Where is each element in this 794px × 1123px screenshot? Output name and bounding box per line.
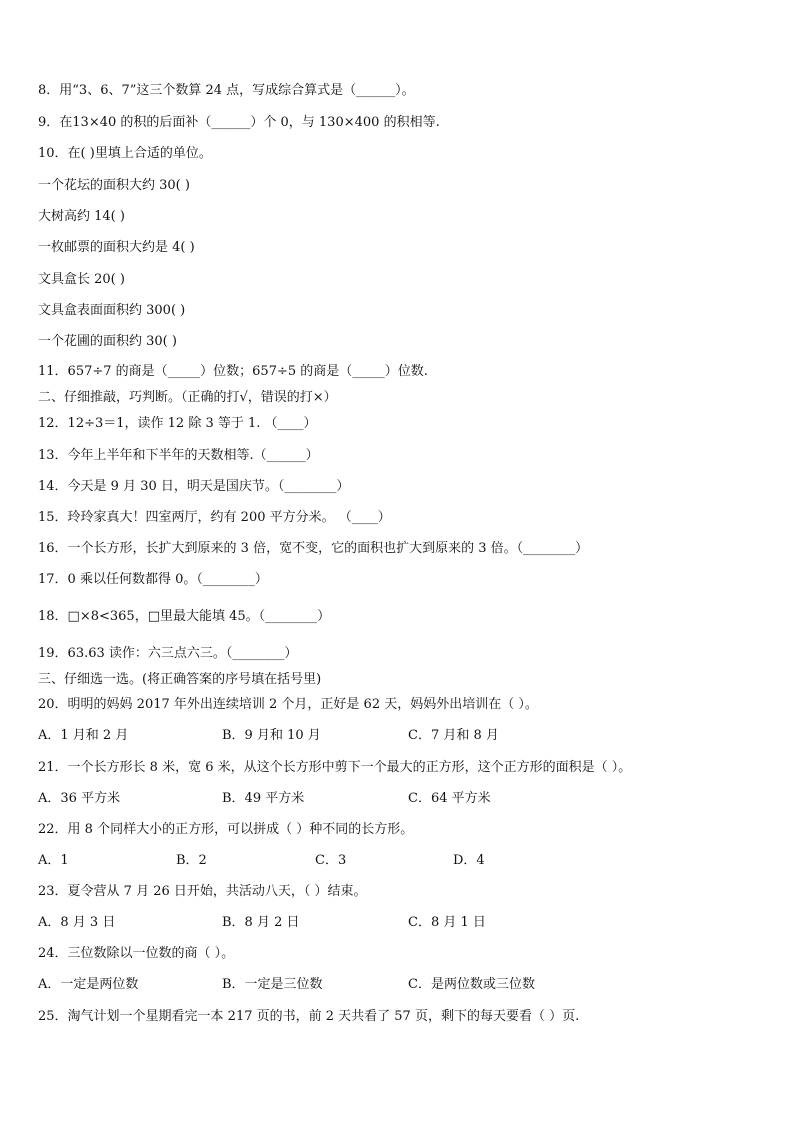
q23-option-a: A．8 月 3 日: [38, 915, 116, 930]
question-10-item-b: 大树高约 14( ): [38, 209, 125, 224]
question-25: 25．淘气计划一个星期看完一本 217 页的书，前 2 天共看了 57 页，剩下的每天要看（ ）页.: [38, 1009, 580, 1024]
q23-option-b: B．8 月 2 日: [222, 915, 300, 930]
section-3-heading: 三、仔细选一选。(将正确答案的序号填在括号里): [38, 672, 322, 687]
question-10-item-d: 文具盒长 20( ): [38, 272, 125, 287]
question-8: 8．用“3、6、7”这三个数算 24 点，写成综合算式是（______）。: [38, 83, 415, 98]
question-9: 9．在13×40 的积的后面补（______）个 0，与 130×400 的积相等.: [38, 115, 440, 130]
q21-option-b: B．49 平方米: [222, 791, 305, 806]
section-2-heading: 二、仔细推敲，巧判断。（正确的打√，错误的打×）: [38, 390, 337, 405]
question-10-item-f: 一个花圃的面积约 30( ): [38, 334, 177, 349]
question-21: 21．一个长方形长 8 米，宽 6 米，从这个长方形中剪下一个最大的正方形，这个正方形的面积是（ ）。: [38, 760, 632, 775]
q23-option-c: C．8 月 1 日: [408, 915, 486, 930]
q20-option-a: A．1 月和 2 月: [38, 728, 129, 743]
question-10-item-c: 一枚邮票的面积大约是 4( ): [38, 240, 195, 255]
q21-option-c: C．64 平方米: [408, 791, 491, 806]
question-10: 10．在( )里填上合适的单位。: [38, 146, 212, 161]
question-15: 15．玲玲家真大！四室两厅，约有 200 平方分米。 （____）: [38, 510, 391, 525]
q24-option-b: B．一定是三位数: [222, 977, 323, 992]
question-10-item-e: 文具盒表面面积约 300( ): [38, 303, 186, 318]
q21-option-a: A．36 平方米: [38, 791, 121, 806]
q20-option-b: B．9 月和 10 月: [222, 728, 321, 743]
question-19: 19．63.63 读作：六三点六三。（________）: [38, 646, 298, 661]
q24-option-c: C．是两位数或三位数: [408, 977, 535, 992]
question-20: 20．明明的妈妈 2017 年外出连续培训 2 个月，正好是 62 天，妈妈外出培训在（ ）。: [38, 697, 538, 712]
question-17: 17．0 乘以任何数都得 0。（________）: [38, 572, 268, 587]
question-10-item-a: 一个花坛的面积大约 30( ): [38, 178, 190, 193]
q22-option-a: A．1: [38, 853, 69, 868]
question-13: 13．今年上半年和下半年的天数相等.（______）: [38, 448, 319, 463]
question-14: 14．今天是 9 月 30 日，明天是国庆节。（________）: [38, 479, 350, 494]
question-11: 11．657÷7 的商是（_____）位数；657÷5 的商是（_____）位数.: [38, 364, 428, 379]
question-24: 24．三位数除以一位数的商（ ）。: [38, 946, 235, 961]
question-22: 22．用 8 个同样大小的正方形，可以拼成（ ）种不同的长方形。: [38, 822, 414, 837]
question-12: 12．12÷3＝1，读作 12 除 3 等于 1. （____）: [38, 416, 317, 431]
q22-option-c: C．3: [315, 853, 347, 868]
question-16: 16．一个长方形，长扩大到原来的 3 倍，宽不变，它的面积也扩大到原来的 3 倍。（________）: [38, 541, 589, 556]
q22-option-b: B．2: [176, 853, 207, 868]
question-23: 23．夏令营从 7 月 26 日开始，共活动八天，（ ）结束。: [38, 884, 367, 899]
q20-option-c: C．7 月和 8 月: [408, 728, 499, 743]
q24-option-a: A．一定是两位数: [38, 977, 139, 992]
question-18: 18．□×8<365，□里最大能填 45。（________）: [38, 609, 331, 624]
q22-option-d: D．4: [453, 853, 485, 868]
